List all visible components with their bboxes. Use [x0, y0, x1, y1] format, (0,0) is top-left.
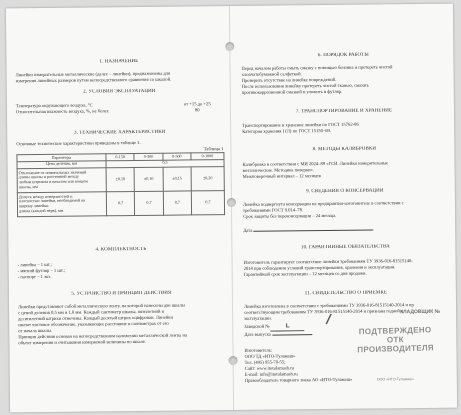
- table-header-cell: 0-500: [163, 153, 191, 160]
- acceptance-line: соответствующим требованиям ТУ 3936-016-81515140-2014 и признана годной к: [244, 308, 404, 315]
- section-8-title: 8. МЕТОДЫ КАЛИБРОВКИ: [312, 146, 377, 153]
- table-row: [17, 166, 224, 192]
- section-1-line: измерения линейных размеров путем непосредственного сравнения со шкалой.: [15, 76, 172, 84]
- section-10-line: Гарантийный срок эксплуатации – 12 месяцев со дня продажи.: [243, 270, 367, 277]
- table-row: [17, 190, 224, 216]
- section-3-intro: Основные технические характеристики приведены в таблице 1.: [16, 139, 141, 147]
- section-6-line: Перед началом работы смыть смазку с помощью бензина и протереть чистой: [241, 64, 393, 71]
- table-cell: ±0,20: [191, 166, 224, 190]
- conditions-value: от +15 до +25: [183, 101, 211, 107]
- section-6-title: 6. ПОРЯДОК РАБОТЫ: [317, 52, 369, 59]
- table-cell-line: шкалы, мм: [18, 183, 38, 190]
- section-8-line: металлические. Методика поверки».: [242, 167, 314, 173]
- section-4-title: 4. КОМПЛЕКТНОСТЬ: [95, 246, 147, 253]
- conditions-label: Относительная влажность воздуха, %, не более: [15, 108, 109, 115]
- section-8-line: Калибровка в соответствии с МИ 2024–89 «ГСИ. Линейки измерительные: [242, 160, 389, 167]
- binder-hole-top: [225, 42, 234, 51]
- stamp-line: ПОДТВЕРЖДЕНО: [358, 325, 432, 337]
- section-1-title: 1. НАЗНАЧЕНИЕ: [99, 58, 139, 65]
- signature-mark-icon: [325, 313, 333, 325]
- maker-line: Правообладатель товарного знака АО «ИТО-Туламаш»: [244, 376, 353, 383]
- table-cell: 0,5: [106, 159, 224, 167]
- company-small-stamp: ООО «ИТО-Туламаш»: [376, 377, 414, 382]
- table-caption: Таблица 1: [203, 146, 224, 152]
- section-1-line: Линейки измерительные металлические (далее – линейки), предназначены для: [15, 70, 171, 78]
- kit-item: - линейка – 1 шт.;: [17, 261, 52, 268]
- stamp-line: ОТК: [386, 335, 404, 345]
- date-blank-line: [254, 230, 374, 232]
- section-7-line: Транспортирование и хранение линейки по ГОСТ 15762-86: [242, 121, 359, 128]
- table-cell: ±0,10: [134, 167, 163, 191]
- qc-approved-stamp: [337, 325, 454, 355]
- release-date-blank: [272, 334, 312, 335]
- table-header-cell: Параметры: [17, 154, 106, 162]
- section-10-line: Изготовитель гарантирует соответствие линейки требованиям ТУ 3936-016-81515140-: [243, 258, 413, 265]
- section-5-line: объект измерения и считывания измеряемой величины по шкале.: [18, 338, 147, 346]
- conservation-date: [243, 226, 447, 234]
- section-7-title: 7. ТРАНСПОРТИРОВАНИЕ И ХРАНЕНИЕ: [295, 108, 393, 115]
- acceptance-line: эксплуатации.: [244, 315, 272, 321]
- table-cell: ±0,10: [106, 167, 135, 191]
- binder-hole-middle: [227, 198, 236, 207]
- passport-sheet: [6, 4, 457, 413]
- table-cell: [17, 167, 106, 192]
- section-9-line: требованиями ГОСТ 9.014–78.: [242, 207, 304, 213]
- table-cell-line: любым штрихом и началом или концом: [18, 178, 88, 185]
- left-page: [15, 6, 226, 412]
- binder-hole-bottom: [229, 356, 238, 365]
- serial-value: L: [271, 324, 305, 331]
- stamp-line: ПРОИЗВОДИТЕЛЯ: [357, 343, 435, 355]
- maker-line: Изготовитель:: [244, 347, 273, 353]
- serial-label: Заводской №: [244, 323, 270, 329]
- table-header-cell: 0-300: [134, 153, 162, 160]
- section-7-line: Категория хранения I (Л) по ГОСТ 15150–69.: [242, 127, 331, 134]
- table-header-cell: 0-1000: [191, 153, 224, 160]
- table-cell: 0,7: [163, 191, 192, 215]
- section-5-line: имеют чистовое обозначение, указывающее расстояние в сантиметрах от его: [18, 320, 169, 328]
- table-cell: ±0,15: [163, 167, 192, 191]
- table-cell-line: Допуск между поверхностей и: [18, 193, 73, 199]
- section-5-line: с ценой деления 0,5 мм и 1,0 мм. Каждый сантиметр шкалы, пятилетний и: [18, 308, 165, 316]
- release-date-label: Дата выпуска: [244, 331, 271, 337]
- kit-item: - паспорт – 1 экз.: [17, 273, 52, 280]
- maker-line: ООО ТД «ИТО-Туламаш»: [244, 353, 296, 359]
- section-10-title: 10. ГАРАНТИЙНЫЕ ОБЯЗАТЕЛЬСТВА: [300, 244, 390, 251]
- storekeeper-stamp: КЛАДОВЩИК №: [400, 308, 441, 316]
- section-11-title: 11. СВИДЕТЕЛЬСТВО О ПРИЕМКЕ: [304, 290, 388, 297]
- acceptance-line: Линейка изготовлена в соответствии с требованиями ТУ 3936-016-81515140-2014 и пр: [244, 302, 414, 309]
- section-2-title: 2. УСЛОВИЯ ЭКСПЛУАТАЦИИ: [83, 88, 156, 95]
- table-cell-line: длины (каждой нерв), мм: [18, 207, 64, 214]
- section-10-line: 2014 при соблюдении условий транспортирования, хранения и эксплуатации.: [243, 264, 396, 271]
- date-label: Дата: [243, 227, 253, 233]
- table-cell-line: плоскостью линейки, необходимой на: [18, 197, 86, 204]
- table-header-cell: 0-150: [106, 154, 134, 161]
- conditions-label: Температура окружающего воздуха, °С: [15, 102, 93, 109]
- section-9-line: Линейка подвергнута консервации на предприятии-изготовителе в соответствии с: [242, 200, 404, 207]
- table-cell-line: Отклонение от номинальных значений: [18, 169, 87, 175]
- table-cell: 0,7: [106, 191, 135, 215]
- section-5-title: 5. УСТРОЙСТВО И ПРИНЦИП ДЕЙСТВИЯ: [71, 290, 172, 297]
- section-8-line: Межповерочный интервал – 12 месяцев: [242, 173, 321, 179]
- section-6-line: хлопчатобумажной салфеткой.: [241, 71, 302, 77]
- section-5-line: Принцип действия основан на непосредственном наложении металлической ленты на: [18, 332, 187, 340]
- section-5-line: десятилетний штрихи отмечены. Каждый десятый штрих оцифрован. Линейки: [18, 314, 173, 322]
- maker-line: Тел. (495) 955-70-55;: [244, 359, 286, 365]
- section-9-title: 9. СВЕДЕНИЯ О КОНСЕРВАЦИИ: [306, 188, 384, 195]
- conditions-value: 80: [194, 107, 200, 113]
- maker-line: Сайт: www.itotulamash.ru: [244, 365, 294, 371]
- section-6-line: Проверить отсутствие на линейке повреждений.: [241, 76, 337, 83]
- table-cell: [17, 191, 106, 216]
- kit-item: - мягкий футляр – 1 шт.;: [17, 267, 65, 274]
- table-cell: Цена деления, мм: [17, 161, 106, 169]
- table-cell: 0,7: [191, 190, 224, 214]
- conditions-row: [16, 107, 223, 115]
- table-cell-line: длины шкалы и расстояний между: [18, 173, 79, 180]
- section-6-line: противокоррозионной смазкой и уложить в футляр.: [241, 88, 343, 95]
- maker-line: E-mail: info@itotulamash.ru: [244, 371, 298, 377]
- characteristics-table: [16, 152, 225, 217]
- section-9-line: Срок защиты без переконсервации – 24 месяца.: [243, 212, 337, 219]
- table-cell-line: ширину линейки: [18, 203, 49, 209]
- section-6-line: После использования линейку протереть чистой тканью, смазать: [241, 82, 369, 89]
- section-5-line: от начала шкалы.: [18, 327, 53, 334]
- section-5-line: Линейки представляют собой металлическую ленту, на которой нанесены две шкалы: [17, 302, 185, 310]
- center-fold: [229, 6, 234, 410]
- section-3-title: 3. ТЕХНИЧЕСКИЕ ХАРАКТЕРИСТИКИ: [73, 129, 166, 136]
- table-cell: 0,7: [135, 191, 164, 215]
